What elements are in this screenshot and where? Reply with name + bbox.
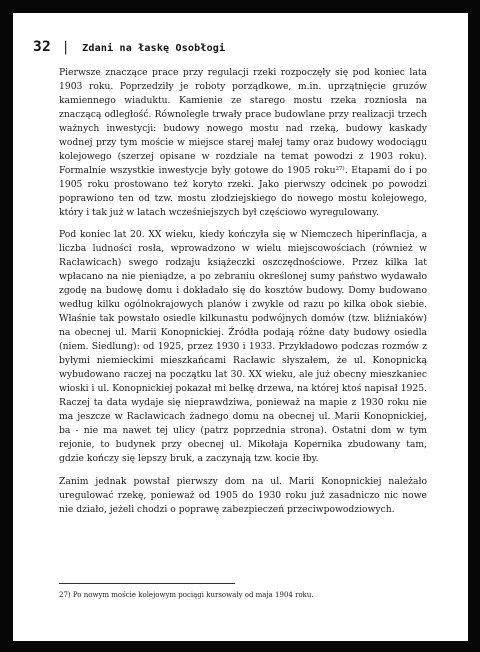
book-page bbox=[13, 13, 468, 641]
body-text bbox=[59, 66, 427, 517]
footnote: 27) Po nowym moście kolejowym pociągi kursowały od maja 1904 roku. bbox=[59, 591, 314, 599]
paragraph-text: . Etapami do i po 1905 roku prostowano też koryto rzeki. Jako pierwszy odcinek po powodzi poprawiono ten od tzw. mostu złodziejskiego do nowego mostu kolejowego, który i tak już w latach wcześniejszych był częściowo wyregulowany. bbox=[59, 164, 427, 218]
footnote-divider bbox=[59, 583, 235, 584]
running-header bbox=[33, 36, 225, 55]
paragraph bbox=[59, 66, 427, 219]
header-separator: | bbox=[61, 40, 70, 55]
paragraph: Zanim jednak powstał pierwszy dom na ul. Marii Konopnickiej należało uregulować rzekę, ponieważ od 1905 do 1930 roku już zasadniczo nic nowe nie działo, jeżeli chodzi o poprawę zabezpieczeń przeciwpowodziowych. bbox=[59, 475, 427, 515]
paragraph: Pod koniec lat 20. XX wieku, kiedy kończyła się w Niemczech hiperinflacja, a liczba ludności rosła, wprowadzono w wielu miejscowościach (również w Racławicach) swego rodzaju książeczki oszczędnościowe. Przez kilka lat wpłacano na nie pieniądze, a po zebraniu określonej sumy państwo wydawało zgodę na budowę domu i dokładało się do kosztów budowy. Domy budowano według kilku ogólnokrajowych planów i zwykle od razu po kilka obok siebie. Właśnie tak powstało osiedle kilkunastu podwójnych domów (tzw. bliźniaków) na obecnej ul. Marii Konopnickiej. Źródła podają różne daty budowy osiedla (niem. Siedlung): od 1925, przez 1930 i 1933. Przykładowo podczas rozmów z byłymi niemieckimi mieszkańcami Racławic słyszałem, że ul. Konopnicką wybudowano raczej na początku lat 30. XX wieku, ale już obecny mieszkaniec wioski i ul. Konopnickiej pokazał mi belkę drzewa, na której ktoś napisał 1925. Raczej ta data wydaje się nieprawdziwa, ponieważ na mapie z 1930 roku nie ma jeszcze w Racławicach żadnego domu na obecnej ul. Marii Konopnickiej, ba - nie ma nawet tej ulicy (patrz poprzednia strona). Ostatni dom w tym rejonie, to budynek przy obecnej ul. Mikołaja Kopernika zbudowany tam, gdzie kończy się lepszy bruk, a zaczynają tzw. kocie łby. bbox=[59, 229, 427, 464]
footnote-reference: 27) bbox=[335, 165, 345, 172]
running-title: Zdani na łaskę Osobłogi bbox=[82, 43, 226, 54]
page-number: 32 bbox=[33, 39, 52, 55]
paragraph-text: Pierwsze znaczące prace przy regulacji rzeki rozpoczęły się pod koniec lata 1903 roku. Poprzedziły je roboty porządkowe, m.in. uprzątnięcie gruzów kamiennego wiaduktu. Kamienie ze starego mostu rzeka rozniosła na znaczącą odległość. Równolegle trwały prace budowlane przy realizacji trzech ważnych inwestycji: budowy nowego mostu nad rzeką, budowy kaskady wodnej przy tym moście w miejsce starej małej tamy oraz budowy wodociągu kolejowego (szerzej opisane w rozdziale na temat powodzi z 1903 roku). Formalnie wszystkie inwestycje były gotowe do 1905 roku bbox=[59, 67, 427, 176]
